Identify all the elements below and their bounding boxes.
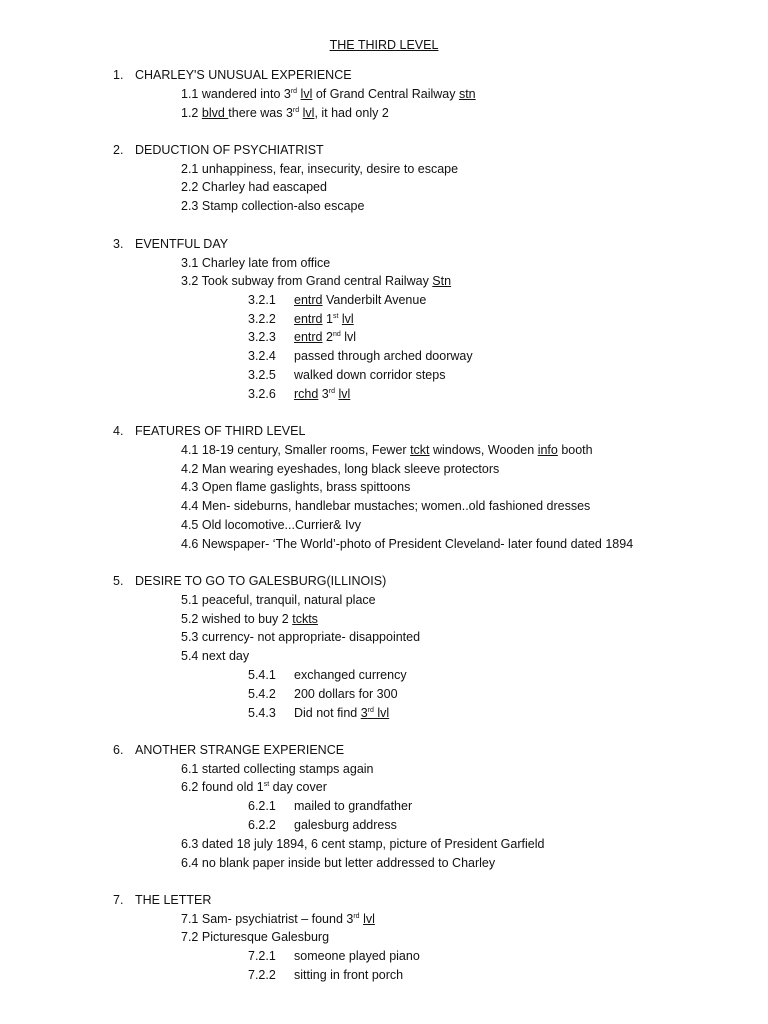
outline-item: 6.1 started collecting stamps again (181, 762, 374, 776)
outline-item: 4.1 18-19 century, Smaller rooms, Fewer tckt windows, Wooden info booth (181, 443, 593, 457)
outline-item: 4.5 Old locomotive...Currier& Ivy (181, 518, 361, 532)
outline-item: 6.4 no blank paper inside but letter addressed to Charley (181, 856, 496, 870)
outline-item: 5.3 currency- not appropriate- disappointed (181, 630, 421, 644)
outline-item: 7.2 Picturesque Galesburg (181, 930, 330, 944)
outline-item: 4.2 Man wearing eyeshades, long black sleeve protectors (181, 462, 500, 476)
outline-subitem: 5.4.3 Did not find 3rd lvl (248, 706, 390, 720)
outline-subitem: 6.2.1 mailed to grandfather (248, 799, 413, 813)
outline-subitem: 3.2.5 walked down corridor steps (248, 368, 446, 382)
outline-item: 5.2 wished to buy 2 tckts (181, 612, 318, 626)
section-heading: 1. CHARLEY'S UNUSUAL EXPERIENCE (113, 68, 352, 82)
outline-item: 2.2 Charley had eascaped (181, 180, 327, 194)
outline-item: 6.3 dated 18 july 1894, 6 cent stamp, picture of President Garfield (181, 837, 545, 851)
outline-item: 6.2 found old 1st day cover (181, 780, 327, 794)
outline-item: 7.1 Sam- psychiatrist – found 3rd lvl (181, 912, 375, 926)
outline-subitem: 3.2.3 entrd 2nd lvl (248, 330, 357, 344)
outline-subitem: 3.2.2 entrd 1st lvl (248, 312, 354, 326)
outline-item: 2.1 unhappiness, fear, insecurity, desire to escape (181, 162, 459, 176)
outline-item: 5.1 peaceful, tranquil, natural place (181, 593, 376, 607)
outline-item: 1.2 blvd there was 3rd lvl, it had only 2 (181, 106, 389, 120)
outline-subitem: 7.2.2 sitting in front porch (248, 968, 404, 982)
outline-subitem: 6.2.2 galesburg address (248, 818, 397, 832)
outline-subitem: 5.4.2 200 dollars for 300 (248, 687, 398, 701)
section-heading: 3. EVENTFUL DAY (113, 237, 229, 251)
section-heading: 7. THE LETTER (113, 893, 212, 907)
outline-item: 1.1 wandered into 3rd lvl of Grand Central Railway stn (181, 87, 476, 101)
outline-subitem: 5.4.1 exchanged currency (248, 668, 407, 682)
outline-subitem: 3.2.4 passed through arched doorway (248, 349, 473, 363)
outline-subitem: 3.2.1 entrd Vanderbilt Avenue (248, 293, 427, 307)
outline-item: 4.4 Men- sideburns, handlebar mustaches; women..old fashioned dresses (181, 499, 591, 513)
section-heading: 2. DEDUCTION OF PSYCHIATRIST (113, 143, 324, 157)
section-heading: 4. FEATURES OF THIRD LEVEL (113, 424, 306, 438)
outline-item: 2.3 Stamp collection-also escape (181, 199, 365, 213)
page-title: THE THIRD LEVEL (329, 38, 439, 52)
outline-subitem: 3.2.6 rchd 3rd lvl (248, 387, 351, 401)
outline-item: 4.6 Newspaper- ‘The World’-photo of President Cleveland- later found dated 1894 (181, 537, 634, 551)
outline-item: 3.2 Took subway from Grand central Railway Stn (181, 274, 452, 288)
outline-subitem: 7.2.1 someone played piano (248, 949, 420, 963)
section-heading: 6. ANOTHER STRANGE EXPERIENCE (113, 743, 345, 757)
section-heading: 5. DESIRE TO GO TO GALESBURG(ILLINOIS) (113, 574, 387, 588)
outline-item: 4.3 Open flame gaslights, brass spittoons (181, 480, 411, 494)
outline-item: 5.4 next day (181, 649, 250, 663)
outline-item: 3.1 Charley late from office (181, 256, 331, 270)
